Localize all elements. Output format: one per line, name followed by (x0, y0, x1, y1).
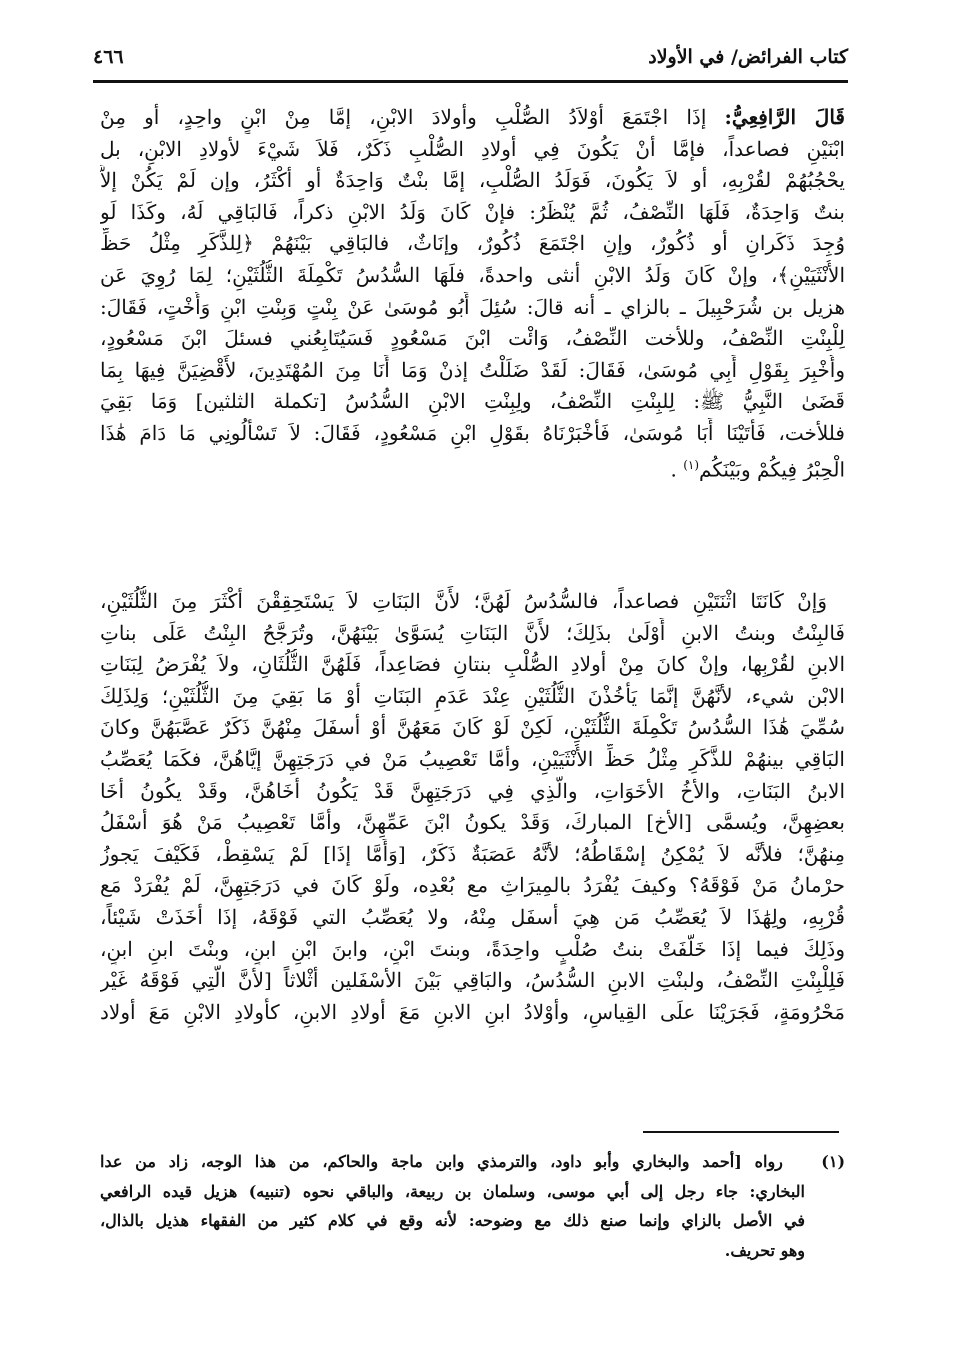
text-line: يحْجُبُهُمْ لقُرْبِهِ، أو لاَ يَكُونَ، فَوَلَدُ الصُّلْبِ، إمَّا بنْتٌ وَاحِدَةٌ أو أكْثَرُ، وإن لَمْ يَكُنْ إلاَّ (100, 168, 845, 193)
footnote-text: رواه [أحمد والبخاري وأبو داود، والترمذي وابن ماجة والحاكم، من هذا الوجه، زاد من عدا (100, 1152, 783, 1171)
text-line: حرْمانُ مَنْ فَوْقَهُ؟ وكيفَ يُفْرَدُ بالمِيرَاثِ مع بُعْدِه، ولَوْ كَانَ في دَرَجَتِهِنَّ، لَمْ يُفْرَدْ مَع (100, 873, 845, 898)
text-line: الابْن شيء، لأنَّهُنَّ إنَّمَا يَأْخُذْنَ الثُّلُثَيْنِ عِنْدَ عَدَمِ البَنَاتِ أوْ مَا بَقِيَ مِنَ الثُّلُثَيْنِ؛ وَلِذَلِكَ (100, 683, 845, 708)
paragraph-main (100, 586, 845, 1060)
text-line: ابْنَيْنِ فصاعداً، فإمَّا أنْ يَكُونَ فِي أولادِ الصُّلْبِ ذَكَرٌ، فَلاَ شَيْءَ لأولادِ الابْنِ، بل (100, 136, 845, 161)
footnote-line: في الأصل بالزاي وإنما صنع ذلك مع وضوحه: لأنه وقع في كلام كثير من الفقهاء هذيل بالذال، (100, 1211, 805, 1230)
footnote-ref[interactable]: (١) (683, 457, 700, 472)
text-line-content: إذَا اجْتَمَعَ أوْلاَدُ الصُّلْبِ وأولادَ الابْنِ، إمَّا مِنْ ابْنٍ واحِدٍ، أو مِنْ (100, 105, 707, 129)
text-line (100, 102, 845, 134)
text-line: فَلِلْبِنْتِ النِّصْفُ، ولبنْتِ الابنِ السُّدُسُ، والبَاقِي بَيْنَ الأسْفَلين أثْلاثاً [لأنَّ الَّتِي فَوْقَهُ غَيْر (100, 968, 845, 993)
text-line: بنتٌ وَاحِدَةٌ، فَلَهَا النِّصْفُ، ثُمَّ يُنْظَرُ: فإنْ كَانَ وَلَدُ الابْنِ ذكراً، فَالبَاقِي لَهُ، وكَذَا لَو (100, 199, 845, 224)
period: . (670, 457, 677, 482)
text-line: الأُنْثَيَيْنِ﴾، وإنْ كَانَ وَلَدُ الابْنِ أنثى واحدةً، فلَهَا السُّدُسُ تَكْمِلَةَ الثُّلُثَيْنِ؛ لِمَا رُوِيَ عَن (100, 262, 845, 287)
running-title: كتاب الفرائض/ في الأولاد (648, 46, 848, 68)
text-line: البَاقِي بينهُمْ للذَّكَرِ مِثْلُ حَظِّ الأُنْثَيَيْنِ، وأمَّا تَعْصِيبُ مَنْ في دَرَجَتِهِنَّ إيَّاهُنَّ، فكَمَا يُعَصِّبُ (100, 746, 845, 771)
text-line: مِنهُنَّ؛ فلأنَّه لاَ يُمْكِنُ إسْقَاطُهُ؛ لأنَّهُ عَصَبَةٌ ذَكَرٌ، [وَأَمَّا إذَا] لَمْ يَسْقِطْ، فَكَيْفَ يَجوزُ (100, 841, 845, 866)
text-line: وَإنْ كَانَتَا اثْنَتَيْنِ فصاعداً، فالسُّدُسُ لَهُنَّ؛ لأَنَّ البَنَاتِ لاَ يَسْتَحِقِقْنَ أكْثَرَ مِنَ الثُّلُثَيْنِ، (100, 589, 827, 613)
text-line: فللأخت، فَأَتَيْنَا أَبَا مُوسَىٰ، فَأَخْبَرْنَاهُ بقَوْلِ ابْنِ مَسْعُودٍ، فَقَالَ: لاَ تَسْأَلُونِي مَا دَامَ هَٰذَا (100, 420, 845, 445)
text-line: الابنِ لقُرْبِها، وإنْ كانَ مِنْ أولادِ الصُّلْبِ بنتانِ فصَاعِداً، فَلَهُنَّ الثُّلُثَانِ، ولاَ يُفْرَضُ لِبَنَاتِ (100, 652, 845, 677)
text-line: فَالبِنْتُ وبنتُ الابنِ أَوْلَىٰ بذَلِكَ؛ لأَنَّ البَنَاتِ يُسَوَّىٰ بَيْنَهُنَّ، وتُرَجَّحُ البِنْتُ عَلَى بناتِ (100, 620, 845, 645)
footnote-line (100, 1147, 845, 1177)
text-line-content: الْحِبْرُ فِيكُمْ وبَيْنَكُم (699, 457, 845, 482)
text-line: مَحْرُومَةٍ، فَجَرَيْنَا علَى القِياسِ، وأوْلادُ ابنِ الابنِ مَعَ أولادِ الابنِ، كأولادِ الابْنِ مَعَ أولاد (100, 999, 845, 1024)
text-line: الابنُ البَنَاتِ، والأخُ الأخَوَاتِ، والَّذِي فِي دَرَجَتِهِنَّ قَدْ يَكُونُ أخَاهُنَّ، وقَدْ يكُونُ أخَا (100, 778, 845, 803)
page-header (93, 44, 848, 76)
text-line: هزيل بن شُرَحْبِيلَ ـ بالزاي ـ أنه قالَ: سُئِلَ أَبُو مُوسَىٰ عَنْ بِنْتٍ وَبِنْتِ ابْنٍ وَأُخْتٍ، فَقَالَ: (100, 294, 845, 319)
text-line: بعضِهِنَّ، ويُسمَّى [الأخ] المباركَ، وَقَدْ يكونُ ابْنَ عَمِّهِنَّ، وأمَّا تَعْصِيبُ مَنْ هُوَ أسْفَلُ (100, 810, 845, 835)
speaker-label: قَالَ الرَّافِعِيُّ: (724, 105, 845, 129)
header-rule (93, 80, 848, 83)
text-line: وذَلِكَ فيما إذَا خَلَّفَتْ بنتُ صُلْبٍ واحِدَةً، وبنتَ ابْنٍ، وابنَ ابْنِ ابنٍ، وبنْتَ ابنِ ابنٍ، (100, 936, 845, 961)
footnote-rule (643, 1131, 839, 1133)
footnote-line: وهو تحريف. (724, 1240, 805, 1260)
page-number: ٤٦٦ (93, 46, 124, 68)
text-line: وُجِدَ ذَكَرانِ أو ذُكُورٌ، وإنِ اجْتَمَعَ ذُكُورٌ، وإنَاثٌ، فالبَاقِي بَيْنَهُمْ ﴿لِلذَّكَرِ مِثْلُ حَظِّ (100, 231, 845, 256)
footnote-line: البخاري: جاء رجل إلى أبي موسى، وسلمان بن ربيعة، والباقي نحوه (تنبيه) هزيل قيده الرافعي (100, 1181, 805, 1201)
footnote (100, 1147, 845, 1265)
text-line (100, 450, 845, 482)
text-line: وأُخْبِرَ بِقَوْلِ أَبِي مُوسَىٰ، فَقَالَ: لَقَدْ ضَلَلْتُ إذنْ وَمَا أَنَا مِنَ المُهْتَدِينَ، لأَقْضِيَنَّ فِيهَا بِمَا (100, 357, 845, 382)
text-line: قُرْبِهِ، ولِهَٰذَا لاَ يُعَصِّبُ مَن هِيَ أسفَل مِنْهُ، ولا يُعَصِّبُ التي فَوْقَهُ، إذَا أخَذَتْ شَيْئاً، (100, 904, 845, 929)
text-line: سُمِّيَ هَٰذَا السُّدُسُ تَكْمِلَةَ الثُّلُثَيْنِ، لَكِنْ لَوْ كَانَ مَعَهُنَّ أوْ أسفَلَ مِنْهُنَّ ذَكَرٌ عَصَّبَهُنَّ وكانَ (100, 715, 845, 740)
text-line: قَضَىٰ النَّبِيُّ ﷺ: لِلبِنْتِ النِّصْفُ، ولِبِنْتِ الابْنِ السُّدُسُ [تكملة الثلثين] وَمَا بَقِيَ (100, 389, 845, 414)
paragraph-rafii (100, 102, 845, 481)
footnote-marker: (١) (821, 1152, 845, 1171)
text-line: لِلْبِنْتِ النِّصْفُ، وللأخت النِّصْفُ، وَائْت ابْنَ مَسْعُودٍ فَسَيُتَابِعُني فسئلَ ابْنَ مَسْعُودٍ، (100, 326, 845, 351)
